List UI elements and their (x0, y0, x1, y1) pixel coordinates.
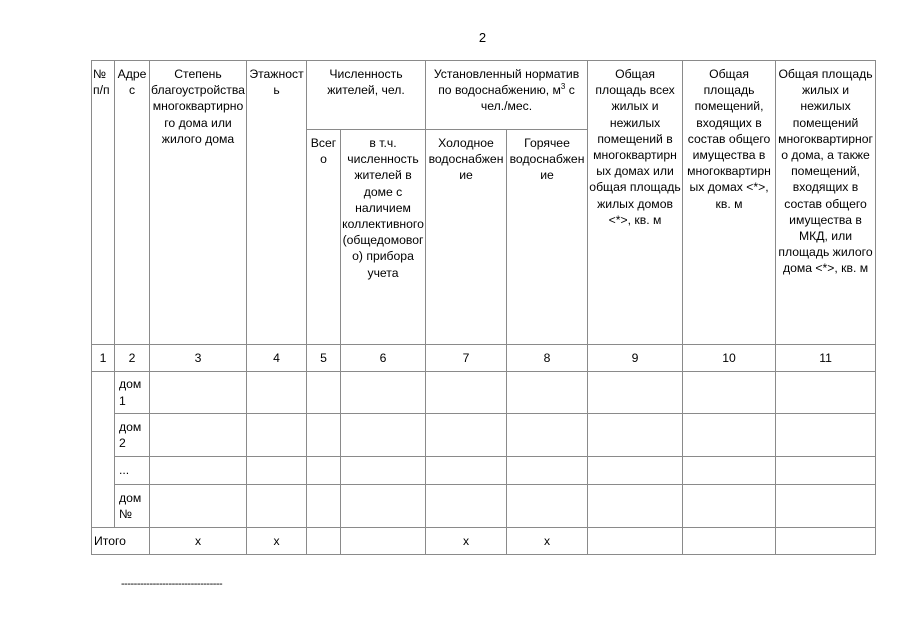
table-cell (683, 457, 776, 485)
table-cell (426, 414, 507, 457)
address-cell: дом № (115, 485, 150, 528)
total-label: Итого (92, 528, 150, 555)
table-cell (150, 414, 247, 457)
col-number: 7 (426, 345, 507, 372)
table-cell (307, 485, 341, 528)
header-norm (426, 61, 588, 130)
address-cell: дом 1 (115, 372, 150, 414)
col-number: 9 (588, 345, 683, 372)
table-row (92, 372, 876, 414)
address-cell: ... (115, 457, 150, 485)
table-cell (307, 528, 341, 555)
table-cell (247, 414, 307, 457)
table-cell (341, 457, 426, 485)
total-col7: х (426, 528, 507, 555)
table-cell (341, 372, 426, 414)
header-residents-total: Всего (307, 130, 341, 345)
table-cell (247, 485, 307, 528)
header-norm-tail: с чел./мес. (480, 83, 575, 114)
table-cell (588, 457, 683, 485)
total-col4: х (247, 528, 307, 555)
data-table (91, 60, 876, 555)
table-cell (683, 485, 776, 528)
table-cell (588, 414, 683, 457)
header-area-total: Общая площадь жилых и нежилых помещений многоквартирного дома, а также помещений, входящих в состав общего имущества в МКД, или площадь жилого дома <*>, кв. м (776, 61, 876, 345)
table-cell (150, 485, 247, 528)
table-cell (507, 457, 588, 485)
col-number: 6 (341, 345, 426, 372)
header-residents-with-meter: в т.ч. численность жителей в доме с наличием коллективного (общедомового) прибора учета (341, 130, 426, 345)
table-cell (307, 372, 341, 414)
table-cell (341, 528, 426, 555)
row-num-cell (92, 372, 115, 528)
page-number: 2 (478, 30, 487, 45)
header-area-all-premises: Общая площадь всех жилых и нежилых помещений в многоквартирных домах или общая площадь жилых домов <*>, кв. м (588, 61, 683, 345)
header-area-common-property: Общая площадь помещений, входящих в состав общего имущества в многоквартирных домах <*>, кв. м (683, 61, 776, 345)
col-number: 3 (150, 345, 247, 372)
total-col3: х (150, 528, 247, 555)
table-cell (150, 372, 247, 414)
table-cell (247, 372, 307, 414)
total-col8: х (507, 528, 588, 555)
address-cell: дом 2 (115, 414, 150, 457)
header-cold-water: Холодное водоснабжение (426, 130, 507, 345)
table-cell (307, 414, 341, 457)
table-cell (426, 372, 507, 414)
header-norm-sup: 3 (560, 82, 566, 92)
table-row (92, 414, 876, 457)
table-cell (426, 457, 507, 485)
header-row-1 (92, 61, 876, 130)
header-norm-text: Установленный норматив по водоснабжению, м (433, 67, 580, 98)
table-cell (683, 372, 776, 414)
table-cell (507, 372, 588, 414)
header-improvement-degree: Степень благоустройства многоквартирного дома или жилого дома (150, 61, 247, 345)
header-num: № п/п (92, 61, 115, 345)
col-number: 11 (776, 345, 876, 372)
table-row (92, 457, 876, 485)
col-number: 1 (92, 345, 115, 372)
col-number: 2 (115, 345, 150, 372)
table-cell (776, 372, 876, 414)
table-cell (426, 485, 507, 528)
table-cell (776, 414, 876, 457)
header-address: Адрес (115, 61, 150, 345)
table-cell (776, 485, 876, 528)
table-cell (683, 414, 776, 457)
table-row (92, 485, 876, 528)
table-cell (150, 457, 247, 485)
table-cell (683, 528, 776, 555)
header-floors: Этажность (247, 61, 307, 345)
column-numbers-row (92, 345, 876, 372)
total-row (92, 528, 876, 555)
table-cell (341, 414, 426, 457)
footnote-separator: -------------------------------- (121, 578, 223, 590)
table-cell (341, 485, 426, 528)
table-cell (307, 457, 341, 485)
col-number: 4 (247, 345, 307, 372)
col-number: 5 (307, 345, 341, 372)
header-hot-water: Горячее водоснабжение (507, 130, 588, 345)
col-number: 8 (507, 345, 588, 372)
table-cell (776, 528, 876, 555)
col-number: 10 (683, 345, 776, 372)
table-cell (247, 457, 307, 485)
table-cell (588, 485, 683, 528)
header-residents: Численность жителей, чел. (307, 61, 426, 130)
table-cell (507, 485, 588, 528)
table-cell (588, 528, 683, 555)
table-cell (776, 457, 876, 485)
table-cell (507, 414, 588, 457)
table-cell (588, 372, 683, 414)
